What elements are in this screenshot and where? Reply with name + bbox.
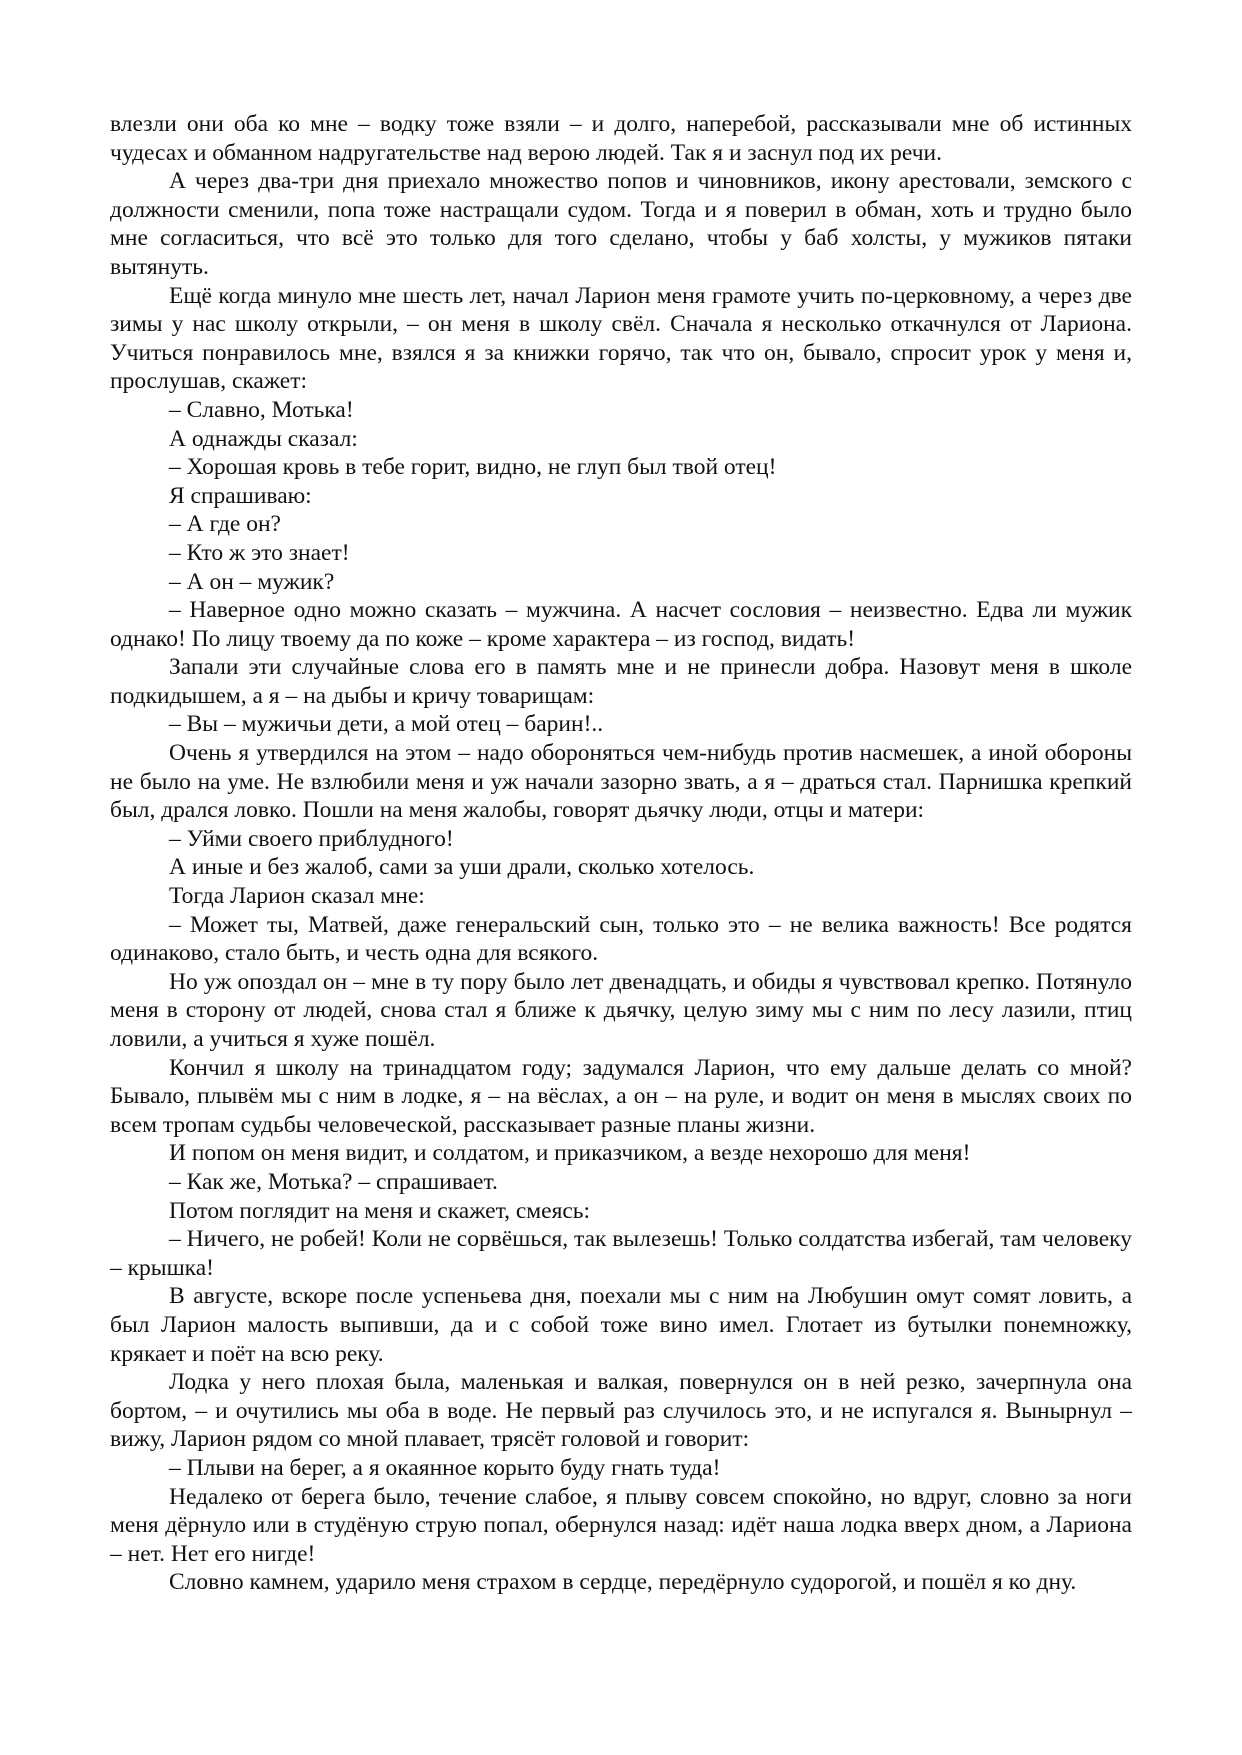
document-page xyxy=(110,110,1132,1597)
paragraph: Недалеко от берега было, течение слабое, я плыву совсем спокойно, но вдруг, словно за ноги меня дёрнуло или в студёную струю попал, обернулся назад: идёт наша лодка вверх дном, а Лариона – нет. Нет его нигде! xyxy=(110,1483,1132,1567)
dialog-line: – Вы – мужичьи дети, а мой отец – барин!.. xyxy=(169,711,604,738)
dialog-line: – Наверное одно можно сказать – мужчина. А насчет сословия – неизвестно. Едва ли мужик однако! По лицу твоему да по коже – кроме характера – из господ, видать! xyxy=(110,597,1132,652)
paragraph: Ещё когда минуло мне шесть лет, начал Ларион меня грамоте учить по-церковному, а через две зимы у нас школу открыли, – он меня в школу свёл. Сначала я несколько откачнулся от Лариона. Учиться понравилось мне, взялся я за книжки горячо, так что он, бывало, спросит урок у меня и, прослушав, скажет: xyxy=(110,282,1132,395)
dialog-line: – Как же, Мотька? – спрашивает. xyxy=(169,1168,498,1195)
paragraph: Запали эти случайные слова его в память мне и не принесли добра. Назовут меня в школе подкидышем, а я – на дыбы и кричу товарищам: xyxy=(110,654,1132,709)
dialog-line: – Плыви на берег, а я окаянное корыто буду гнать туда! xyxy=(169,1454,721,1481)
paragraph: А однажды сказал: xyxy=(169,425,358,452)
paragraph: Но уж опоздал он – мне в ту пору было лет двенадцать, и обиды я чувствовал крепко. Потянуло меня в сторону от людей, снова стал я ближе к дьячку, целую зиму мы с ним по лесу лазили, птиц ловили, а учиться я хуже пошёл. xyxy=(110,968,1132,1052)
dialog-line: – А где он? xyxy=(169,511,281,538)
paragraph: Лодка у него плохая была, маленькая и валкая, повернулся он в ней резко, зачерпнула она бортом, – и очутились мы оба в воде. Не первый раз случилось это, и не испугался я. Вынырнул – вижу, Ларион рядом со мной плавает, трясёт головой и говорит: xyxy=(110,1369,1132,1453)
paragraph: А через два-три дня приехало множество попов и чиновников, икону арестовали, земского с должности сменили, попа тоже настращали судом. Тогда и я поверил в обман, хоть и трудно было мне согласиться, что всё это только для того сделано, чтобы у баб холсты, у мужиков пятаки вытянуть. xyxy=(110,168,1132,280)
dialog-line: – Хорошая кровь в тебе горит, видно, не глуп был твой отец! xyxy=(169,454,777,481)
dialog-line: – Славно, Мотька! xyxy=(169,396,354,423)
dialog-line: – Уйми своего приблудного! xyxy=(169,825,454,852)
paragraph: влезли они оба ко мне – водку тоже взяли – и долго, наперебой, рассказывали мне об истинных чудесах и обманном надругательстве над верою людей. Так я и заснул под их речи. xyxy=(110,111,1132,166)
paragraph: А иные и без жалоб, сами за уши драли, сколько хотелось. xyxy=(169,854,755,881)
paragraph: Тогда Ларион сказал мне: xyxy=(169,883,425,910)
paragraph: Потом поглядит на меня и скажет, смеясь: xyxy=(169,1197,591,1224)
paragraph: И попом он меня видит, и солдатом, и приказчиком, а везде нехорошо для меня! xyxy=(169,1140,971,1167)
dialog-line: – Ничего, не робей! Коли не сорвёшься, так вылезешь! Только солдатства избегай, там человеку – крышка! xyxy=(110,1226,1132,1281)
dialog-line: – Может ты, Матвей, даже генеральский сын, только это – не велика важность! Все родятся одинаково, стало быть, и честь одна для всякого. xyxy=(110,911,1132,967)
dialog-line: – Кто ж это знает! xyxy=(169,539,350,566)
paragraph: Я спрашиваю: xyxy=(169,482,312,509)
paragraph: Кончил я школу на тринадцатом году; задумался Ларион, что ему дальше делать со мной? Бывало, плывём мы с ним в лодке, я – на вёслах, а он – на руле, и водит он меня в мыслях своих по всем тропам судьбы человеческой, рассказывает разные планы жизни. xyxy=(110,1054,1132,1138)
paragraph: Очень я утвердился на этом – надо обороняться чем-нибудь против насмешек, а иной обороны не было на уме. Не взлюбили меня и уж начали зазорно звать, а я – драться стал. Парнишка крепкий был, дрался ловко. Пошли на меня жалобы, говорят дьячку люди, отцы и матери: xyxy=(110,740,1132,824)
paragraph: Словно камнем, ударило меня страхом в сердце, передёрнуло судорогой, и пошёл я ко дну. xyxy=(169,1569,1077,1596)
paragraph: В августе, вскоре после успеньева дня, поехали мы с ним на Любушин омут сомят ловить, а был Ларион малость выпивши, да и с собой тоже вино имел. Глотает из бутылки понемножку, крякает и поёт на всю реку. xyxy=(110,1283,1132,1367)
dialog-line: – А он – мужик? xyxy=(169,568,335,595)
